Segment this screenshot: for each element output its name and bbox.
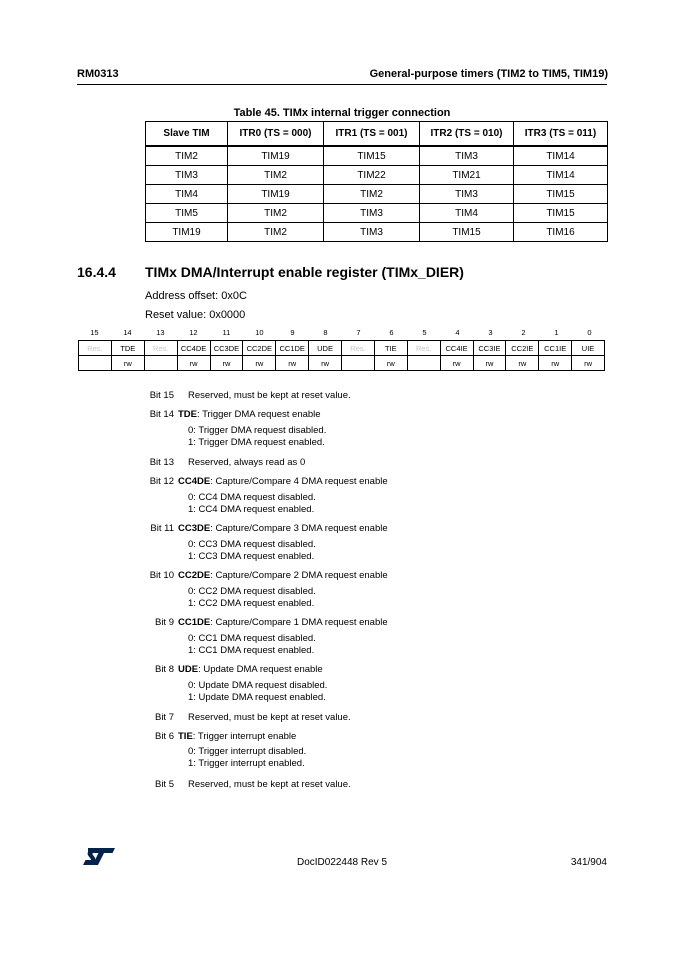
header-doc-code: RM0313	[77, 68, 119, 80]
header-chapter-title: General-purpose timers (TIM2 to TIM5, TIM19)	[369, 68, 608, 80]
bit-value-line: 0: CC3 DMA request disabled.	[188, 539, 316, 550]
register-field: UIE	[572, 341, 605, 356]
bit-label: Bit 6	[154, 731, 174, 742]
bit-field-summary: : Capture/Compare 4 DMA request enable	[210, 476, 388, 487]
table-cell: TIM4	[420, 204, 514, 223]
bit-field-name: CC1DE	[178, 617, 211, 628]
bit-value-line: 1: CC2 DMA request enabled.	[188, 598, 315, 609]
bit-description	[178, 523, 388, 534]
table-cell: TIM5	[146, 204, 228, 223]
bit-number: 15	[90, 328, 99, 337]
bit-field-name: CC3DE	[178, 523, 211, 534]
register-access: rw	[572, 356, 605, 371]
bit-number: 12	[189, 328, 198, 337]
register-access	[79, 356, 112, 371]
bit-number: 7	[356, 328, 361, 337]
register-access: rw	[309, 356, 342, 371]
bit-field-name: CC4DE	[178, 476, 211, 487]
table-cell: TIM3	[146, 166, 228, 185]
bit-field-name: CC2DE	[178, 570, 211, 581]
register-access: rw	[473, 356, 506, 371]
register-access: rw	[111, 356, 144, 371]
bit-field-name: TDE	[178, 409, 197, 420]
register-bitfield-table	[78, 340, 605, 371]
bit-value-line: 0: CC2 DMA request disabled.	[188, 586, 316, 597]
bit-description	[178, 409, 321, 420]
bit-label: Bit 12	[149, 476, 174, 487]
register-access: rw	[506, 356, 539, 371]
bit-value-line: 1: Update DMA request enabled.	[188, 692, 326, 703]
bit-label: Bit 14	[149, 409, 174, 420]
table-header-cell: ITR2 (TS = 010)	[420, 122, 514, 147]
table-cell: TIM16	[514, 223, 608, 242]
bit-number: 11	[222, 328, 231, 337]
bit-label: Bit 13	[149, 457, 174, 468]
bit-label: Bit 11	[150, 523, 174, 534]
footer-page-number: 341/904	[570, 857, 607, 868]
register-access: rw	[177, 356, 210, 371]
bit-value-line: 1: CC3 DMA request enabled.	[188, 551, 315, 562]
table-cell: TIM19	[228, 146, 324, 166]
bit-description	[178, 617, 388, 628]
register-access	[407, 356, 440, 371]
table-cell: TIM15	[514, 185, 608, 204]
register-field: CC2IE	[506, 341, 539, 356]
bit-number: 5	[422, 328, 427, 337]
bit-field-name: UDE	[178, 664, 199, 675]
table-row	[146, 166, 608, 185]
bit-value-line: 1: CC4 DMA request enabled.	[188, 504, 315, 515]
table-header-cell: ITR1 (TS = 001)	[324, 122, 420, 147]
table-cell: TIM2	[324, 185, 420, 204]
register-field: CC1IE	[539, 341, 572, 356]
section-title: TIMx DMA/Interrupt enable register (TIMx_DIER)	[145, 264, 464, 280]
register-field: TDE	[111, 341, 144, 356]
reset-value: Reset value: 0x0000	[145, 309, 246, 321]
table-cell: TIM4	[146, 185, 228, 204]
footer-doc-id: DocID022448 Rev 5	[296, 857, 388, 868]
register-field-reserved: Res.	[407, 341, 440, 356]
table-row	[146, 185, 608, 204]
section-number: 16.4.4	[77, 264, 116, 280]
register-field-row	[79, 341, 605, 356]
table-cell: TIM3	[420, 185, 514, 204]
bit-number: 1	[554, 328, 559, 337]
bit-field-summary: : Update DMA request enable	[198, 664, 323, 675]
register-field: CC4IE	[440, 341, 473, 356]
table-header-cell: ITR3 (TS = 011)	[514, 122, 608, 147]
bit-field-summary: : Trigger interrupt enable	[192, 731, 297, 742]
table-cell: TIM3	[324, 204, 420, 223]
trigger-connection-table	[145, 121, 608, 242]
table-header-cell: Slave TIM	[146, 122, 228, 147]
table-cell: TIM3	[324, 223, 420, 242]
bit-description	[178, 476, 388, 487]
table-cell: TIM2	[228, 166, 324, 185]
table-cell: TIM15	[514, 204, 608, 223]
bit-value-line: 0: Update DMA request disabled.	[188, 680, 328, 691]
table-cell: TIM2	[146, 146, 228, 166]
address-offset: Address offset: 0x0C	[145, 290, 247, 302]
register-field: CC3DE	[210, 341, 243, 356]
bit-field-name: TIE	[178, 731, 193, 742]
register-field: CC3IE	[473, 341, 506, 356]
table-cell: TIM15	[324, 146, 420, 166]
bit-value-line: 0: CC1 DMA request disabled.	[188, 633, 316, 644]
table-caption: Table 45. TIMx internal trigger connection	[233, 107, 451, 119]
header-divider	[77, 84, 607, 85]
table-cell: TIM3	[420, 146, 514, 166]
bit-label: Bit 9	[154, 617, 174, 628]
table-cell: TIM14	[514, 146, 608, 166]
register-field: TIE	[374, 341, 407, 356]
bit-value-line: 0: Trigger DMA request disabled.	[188, 425, 327, 436]
table-row	[146, 204, 608, 223]
bit-description	[178, 731, 296, 742]
bit-value-line: 0: CC4 DMA request disabled.	[188, 492, 316, 503]
bit-field-summary: : Capture/Compare 3 DMA request enable	[210, 523, 388, 534]
bit-number: 9	[290, 328, 295, 337]
table-cell: TIM21	[420, 166, 514, 185]
bit-number: 10	[255, 328, 264, 337]
register-field-reserved: Res.	[144, 341, 177, 356]
register-field-reserved: Res.	[342, 341, 375, 356]
bit-number: 0	[587, 328, 592, 337]
bit-label: Bit 5	[154, 779, 174, 790]
bit-number: 13	[156, 328, 165, 337]
register-field: UDE	[309, 341, 342, 356]
bit-number: 6	[389, 328, 394, 337]
register-access: rw	[374, 356, 407, 371]
table-cell: TIM15	[420, 223, 514, 242]
bit-number: 14	[123, 328, 132, 337]
register-access: rw	[276, 356, 309, 371]
register-field-reserved: Res.	[79, 341, 112, 356]
bit-label: Bit 8	[154, 664, 174, 675]
register-access: rw	[440, 356, 473, 371]
bit-description: Reserved, always read as 0	[188, 457, 306, 468]
register-field: CC2DE	[243, 341, 276, 356]
register-access: rw	[210, 356, 243, 371]
bit-description: Reserved, must be kept at reset value.	[188, 390, 351, 401]
register-field: CC1DE	[276, 341, 309, 356]
table-cell: TIM19	[228, 185, 324, 204]
bit-value-line: 0: Trigger interrupt disabled.	[188, 746, 307, 757]
table-cell: TIM2	[228, 204, 324, 223]
table-row	[146, 223, 608, 242]
register-access: rw	[539, 356, 572, 371]
table-header-cell: ITR0 (TS = 000)	[228, 122, 324, 147]
bit-description	[178, 664, 323, 675]
table-row	[146, 146, 608, 166]
register-access: rw	[243, 356, 276, 371]
register-access-row	[79, 356, 605, 371]
bit-number: 2	[521, 328, 526, 337]
bit-label: Bit 7	[154, 712, 174, 723]
bit-field-summary: : Capture/Compare 2 DMA request enable	[210, 570, 388, 581]
table-cell: TIM14	[514, 166, 608, 185]
bit-label: Bit 10	[149, 570, 174, 581]
table-cell: TIM22	[324, 166, 420, 185]
bit-value-line: 1: Trigger DMA request enabled.	[188, 437, 325, 448]
register-access	[342, 356, 375, 371]
bit-label: Bit 15	[149, 390, 174, 401]
bit-number: 3	[488, 328, 493, 337]
bit-description	[178, 570, 388, 581]
bit-description: Reserved, must be kept at reset value.	[188, 712, 351, 723]
bit-value-line: 1: Trigger interrupt enabled.	[188, 758, 305, 769]
table-cell: TIM19	[146, 223, 228, 242]
register-field: CC4DE	[177, 341, 210, 356]
bit-number: 8	[323, 328, 328, 337]
bit-field-summary: : Capture/Compare 1 DMA request enable	[210, 617, 388, 628]
bit-value-line: 1: CC1 DMA request enabled.	[188, 645, 315, 656]
bit-description: Reserved, must be kept at reset value.	[188, 779, 351, 790]
bit-number: 4	[455, 328, 460, 337]
table-cell: TIM2	[228, 223, 324, 242]
table-header-row	[146, 122, 608, 147]
bit-field-summary: : Trigger DMA request enable	[197, 409, 321, 420]
register-access	[144, 356, 177, 371]
